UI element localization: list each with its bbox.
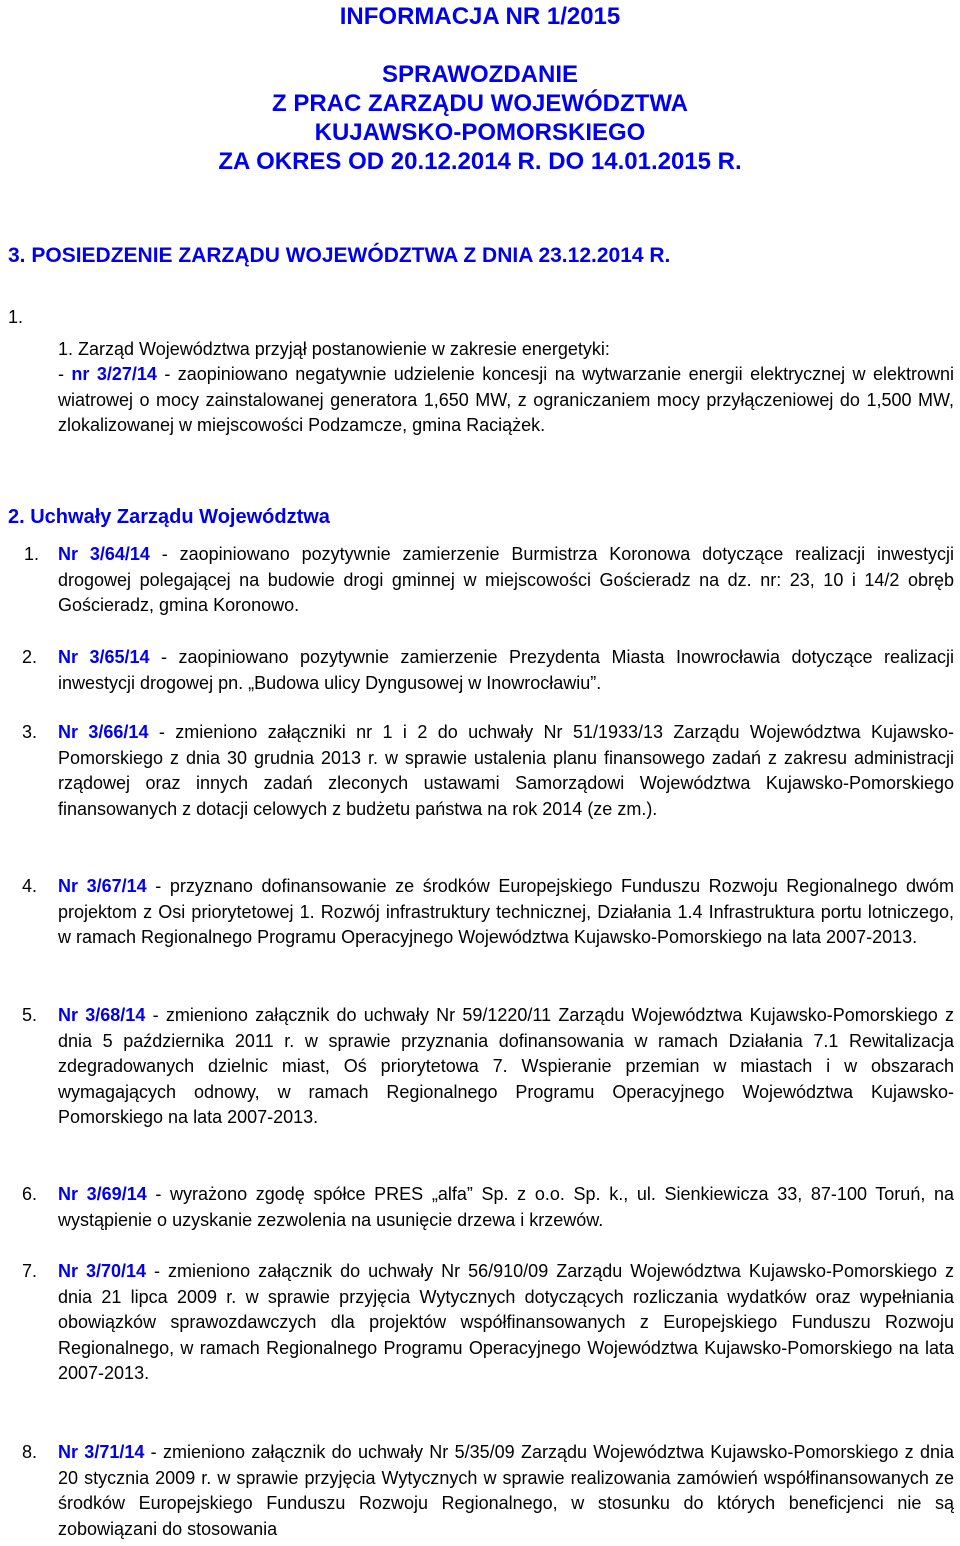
item-text: - zmieniono załącznik do uchwały Nr 56/910/09 Zarządu Województwa Kujawsko-Pomorskiego z dnia 21 lipca 2009 r. w sprawie przyjęcia Wytycznych dotyczących rozliczania wydatków oraz wypełniania obowiązków sprawozdawczych dla projektów współfinansowanych z Europejskiego Funduszu Rozwoju Regionalnego, w ramach Regionalnego Programu Operacyjnego Województwa Kujawsko-Pomorskiego na lata 2007-2013. — [58, 1261, 955, 1383]
report-title-line-3: KUJAWSKO-POMORSKIEGO — [314, 119, 646, 146]
resolution-number: nr 3/27/14 — [71, 364, 157, 384]
section-2-heading: 2. Uchwały Zarządu Województwa — [8, 506, 330, 528]
report-title-line-2: Z PRAC ZARZĄDU WOJEWÓDZTWA — [272, 90, 688, 117]
item-text: - zmieniono załączniki nr 1 i 2 do uchwały Nr 51/1933/13 Zarządu Województwa Kujawsko-Pomorskiego z dnia 30 grudnia 2013 r. w sprawie ustalenia planu finansowego zadań z zakresu administracji rządowej oraz innych zadań zleconych ustawami Samorządowi Województwa Kujawsko-Pomorskiego finansowanych z dotacji celowych z budżetu państwa na rok 2014 (ze zm.). — [58, 722, 955, 819]
item-body — [58, 1440, 954, 1542]
item-body — [58, 542, 954, 619]
item-number: 8. — [22, 1442, 38, 1462]
report-title-line-1: SPRAWOZDANIE — [381, 61, 578, 88]
item-text: - wyrażono zgodę spółce PRES „alfa” Sp. z o.o. Sp. k., ul. Sienkiewicza 33, 87-100 Toruń, na wystąpienie o uzyskanie zezwolenia na usunięcie drzewa i krzewów. — [58, 1184, 955, 1230]
item-number: 3. — [22, 722, 38, 742]
resolution-number: Nr 3/68/14 — [58, 1005, 146, 1025]
item-number: 1. — [24, 544, 40, 564]
report-title-line-4: ZA OKRES OD 20.12.2014 R. DO 14.01.2015 R. — [218, 148, 742, 175]
section-1-intro: 1. Zarząd Województwa przyjął postanowienie w zakresie energetyki: — [58, 339, 610, 359]
item-text: - zmieniono załącznik do uchwały Nr 59/1220/11 Zarządu Województwa Kujawsko-Pomorskiego z dnia 5 października 2011 r. w sprawie przyznania dofinansowania w ramach Działania 7.1 Rewitalizacja zdegradowanych dzielnic miast, Oś priorytetowa 7. Wspieranie przemian w miastach i w obszarach wymagających odnowy, w ramach Regionalnego Programu Operacyjnego Województwa Kujawsko-Pomorskiego na lata 2007-2013. — [58, 1005, 955, 1127]
item-body — [58, 645, 954, 696]
resolution-item — [0, 1440, 960, 1546]
item-body — [58, 1182, 954, 1233]
section-1-item — [58, 362, 954, 439]
item-number: 7. — [22, 1261, 38, 1281]
item-prefix: - — [58, 364, 72, 384]
resolution-number: Nr 3/66/14 — [58, 722, 149, 742]
item-number: 2. — [22, 647, 38, 667]
document-title: INFORMACJA NR 1/2015 — [339, 3, 621, 30]
resolution-number: Nr 3/65/14 — [58, 647, 150, 667]
resolution-number: Nr 3/69/14 — [58, 1184, 147, 1204]
item-number: 5. — [22, 1005, 38, 1025]
resolution-number: Nr 3/67/14 — [58, 876, 147, 896]
item-number: 4. — [22, 876, 38, 896]
item-body — [58, 874, 954, 951]
item-number: 6. — [22, 1184, 38, 1204]
resolution-number: Nr 3/64/14 — [58, 544, 150, 564]
item-text: - zmieniono załącznik do uchwały Nr 5/35/09 Zarządu Województwa Kujawsko-Pomorskiego z dnia 20 stycznia 2009 r. w sprawie przyjęcia Wytycznych w sprawie realizowania zamówień współfinansowanych ze środków Europejskiego Funduszu Rozwoju Regionalnego, w stosunku do których beneficjenci nie są zobowiązani do stosowania — [58, 1442, 955, 1539]
section-1-marker: 1. — [8, 307, 24, 327]
item-text: - przyznano dofinansowanie ze środków Europejskiego Funduszu Rozwoju Regionalnego dwóm projektom z Osi priorytetowej 1. Rozwój infrastruktury technicznej, Działania 1.4 Infrastruktura portu lotniczego, w ramach Regionalnego Programu Operacyjnego Województwa Kujawsko-Pomorskiego na lata 2007-2013. — [58, 876, 954, 947]
session-heading: 3. POSIEDZENIE ZARZĄDU WOJEWÓDZTWA Z DNIA 23.12.2014 R. — [8, 244, 671, 267]
resolution-number: Nr 3/71/14 — [58, 1442, 145, 1462]
item-body — [58, 720, 954, 822]
item-body — [58, 1259, 954, 1387]
item-body — [58, 1003, 954, 1131]
item-text: - zaopiniowano pozytywnie zamierzenie Burmistrza Koronowa dotyczące realizacji inwestycji drogowej polegającej na budowie drogi gminnej w miejscowości Gościeradz na dz. nr: 23, 10 i 14/2 obręb Gościeradz, gmina Koronowo. — [58, 544, 954, 615]
resolution-number: Nr 3/70/14 — [58, 1261, 147, 1281]
item-text: - zaopiniowano pozytywnie zamierzenie Prezydenta Miasta Inowrocławia dotyczące realizacji inwestycji drogowej pn. „Budowa ulicy Dyngusowej w Inowrocławiu”. — [58, 647, 955, 693]
item-text: - zaopiniowano negatywnie udzielenie koncesji na wytwarzanie energii elektrycznej w elektrowni wiatrowej o mocy zainstalowanej generatora 1,650 MW, z ograniczaniem mocy przyłączeniowej do 1,500 MW, zlokalizowanej w miejscowości Podzamcze, gmina Raciążek. — [58, 364, 954, 435]
